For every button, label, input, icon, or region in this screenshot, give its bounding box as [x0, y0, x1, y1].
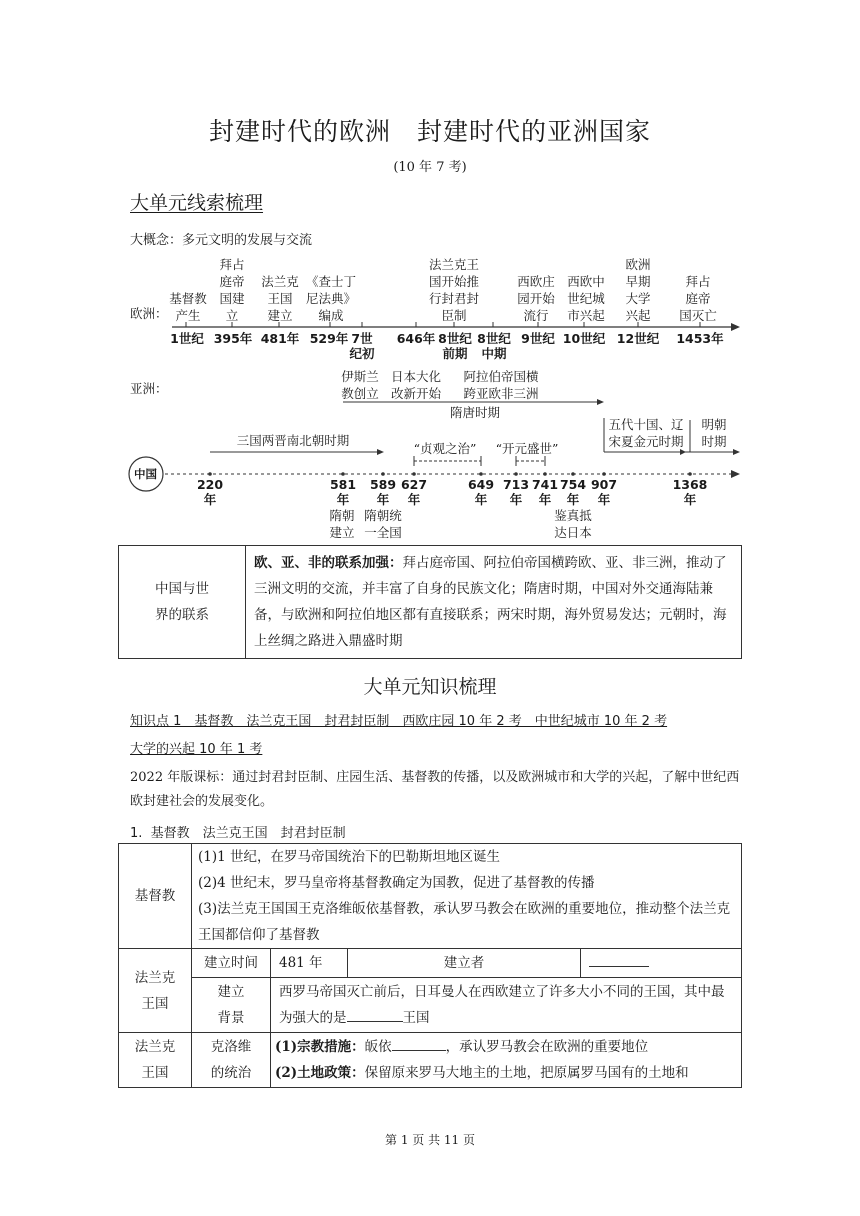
china-tick: 713 年 — [502, 477, 530, 507]
europe-tick: 1453年 — [676, 331, 724, 346]
founded-time-value: 481 年 — [271, 949, 348, 978]
sub-heading: 1. 基督教 法兰克王国 封君封臣制 — [130, 826, 346, 841]
founded-time-label: 建立时间 — [192, 949, 271, 978]
knowledge-point-heading: 知识点 1 基督教 法兰克王国 封君封臣制 西欧庄园 10 年 2 考 中世纪城市 10 年 2 考 — [130, 714, 668, 729]
europe-tick: 481年 — [260, 331, 300, 346]
frank-kingdom-label: 法兰克 王国 — [119, 949, 192, 1033]
background-text: 西罗马帝国灭亡前后，日耳曼人在西欧建立了许多大小不同的王国，其中最为强大的是 — [279, 984, 725, 1026]
curriculum-text: 通过封君封臣制、庄园生活、基督教的传播，以及欧洲城市和大学的兴起，了解中世纪西欧封建社会的发展变化。 — [130, 770, 740, 809]
europe-event: 西欧庄 园开始 流行 — [517, 274, 555, 323]
background-content — [271, 978, 742, 1033]
europe-event: 《查士丁 尼法典》 编成 — [305, 274, 356, 323]
europe-event: 拜占 庭帝 国灭亡 — [679, 274, 717, 323]
europe-event: 基督教 产生 — [169, 291, 207, 323]
asia-label: 亚洲： — [130, 381, 168, 396]
china-label: 中国 — [134, 467, 157, 481]
christianity-item: (1)1 世纪，在罗马帝国统治下的巴勒斯坦地区诞生 — [198, 849, 501, 865]
asia-event: 日本大化 改新开始 — [390, 369, 441, 401]
europe-label: 欧洲： — [130, 306, 168, 321]
clovis-content — [271, 1033, 742, 1088]
clovis-item-1-label: (1)宗教措施： — [275, 1039, 365, 1055]
china-event: 隋朝统 一全国 — [364, 508, 402, 540]
knowledge-point-heading-2: 大学的兴起 10 年 1 考 — [130, 742, 263, 757]
christianity-items — [192, 844, 742, 949]
china-tick: 907 年 — [590, 477, 618, 507]
china-tick: 1368 年 — [672, 477, 708, 507]
europe-event: 西欧中 世纪城 市兴起 — [567, 274, 605, 323]
europe-tick: 646年 — [396, 331, 436, 346]
china-period: 五代十国、辽 宋夏金元时期 — [608, 417, 684, 449]
relation-content-bold: 欧、亚、非的联系加强： — [254, 555, 403, 571]
europe-tick: 1世纪 — [170, 331, 204, 346]
europe-tick: 529年 — [309, 331, 349, 346]
clovis-item-2-label: (2)土地政策： — [275, 1065, 365, 1081]
knowledge-detail-table — [118, 843, 742, 1088]
china-tick: 649 年 — [467, 477, 495, 507]
christianity-item: (3)法兰克王国国王克洛维皈依基督教，承认罗马教会在欧洲的重要地位，推动整个法兰克王国都信仰了基督教 — [198, 901, 731, 943]
clovis-item-2 — [275, 1060, 737, 1086]
asia-event: 阿拉伯帝国横 跨亚欧非三洲 — [463, 369, 539, 401]
founder-label: 建立者 — [348, 949, 581, 978]
europe-event: 欧洲 早期 大学 兴起 — [625, 257, 651, 323]
china-period: 明朝 时期 — [701, 417, 727, 449]
asia-event: 伊斯兰 教创立 — [341, 369, 379, 401]
china-tick: 627 年 — [400, 477, 428, 507]
founder-answer[interactable] — [581, 949, 742, 978]
christianity-label: 基督教 — [119, 844, 192, 949]
christianity-item: (2)4 世纪末，罗马皇帝将基督教确定为国教，促进了基督教的传播 — [198, 875, 595, 891]
china-period: “开元盛世” — [495, 441, 559, 456]
exam-frequency: (10 年 7 考) — [393, 160, 467, 175]
europe-event: 法兰克王 国开始推 行封君封 臣制 — [428, 257, 479, 323]
section-heading-outline: 大单元线索梳理 — [130, 192, 264, 214]
europe-tick: 395年 — [213, 331, 253, 346]
clovis-item-1 — [275, 1034, 737, 1060]
clovis-item-1-text: 皈依 — [364, 1039, 392, 1055]
clovis-item-1-tail: ，承认罗马教会在欧洲的重要地位 — [445, 1039, 649, 1055]
curriculum-label: 2022 年版课标： — [130, 770, 233, 785]
europe-tick: 8世纪 前期 — [438, 331, 472, 361]
china-event: 隋朝 建立 — [329, 508, 355, 540]
china-tick: 581 年 — [329, 477, 357, 507]
china-tick: 589 年 — [369, 477, 397, 507]
big-concept: 大概念：多元文明的发展与交流 — [130, 233, 313, 248]
clovis-blank[interactable] — [392, 1036, 446, 1051]
china-tick: 754 年 — [559, 477, 587, 507]
background-blank[interactable] — [347, 1007, 403, 1022]
relation-content-text: 拜占庭帝国、阿拉伯帝国横跨欧、亚、非三洲，推动了三洲文明的交流，并丰富了自身的民族文化；隋唐时期，中国对外交通海陆兼备，与欧洲和阿拉伯地区都有直接联系；两宋时期，海外贸易发达；元朝时，海上丝绸之路进入鼎盛时期 — [254, 555, 727, 649]
china-event: 鉴真抵 达日本 — [554, 508, 592, 540]
relation-label: 中国与世 界的联系 — [119, 546, 246, 659]
europe-tick: 9世纪 — [521, 331, 555, 346]
china-period: 隋唐时期 — [449, 405, 500, 420]
china-tick: 220 年 — [196, 477, 224, 507]
background-tail: 王国 — [402, 1010, 430, 1026]
europe-tick: 7世 纪初 — [349, 331, 375, 361]
curriculum-standard — [130, 766, 742, 814]
china-period: 三国两晋南北朝时期 — [236, 433, 350, 448]
page-footer: 第 1 页 共 11 页 — [385, 1133, 475, 1147]
frank-kingdom-label-2: 法兰克 王国 — [119, 1033, 192, 1088]
europe-event: 法兰克 王国 建立 — [261, 274, 299, 323]
china-tick: 741 年 — [531, 477, 559, 507]
section-heading-knowledge: 大单元知识梳理 — [363, 676, 497, 698]
europe-tick: 12世纪 — [616, 331, 660, 346]
clovis-item-2-text: 保留原来罗马大地主的土地，把原属罗马国有的土地和 — [364, 1065, 689, 1081]
china-period: “贞观之治” — [413, 441, 477, 456]
background-label: 建立 背景 — [192, 978, 271, 1033]
europe-event: 拜占 庭帝 国建 立 — [219, 257, 245, 323]
timeline-diagram — [0, 0, 860, 545]
page-title: 封建时代的欧洲 封建时代的亚洲国家 — [208, 117, 651, 146]
europe-tick: 10世纪 — [562, 331, 606, 346]
china-world-relation-table — [118, 545, 742, 659]
clovis-label: 克洛维 的统治 — [192, 1033, 271, 1088]
relation-content — [246, 546, 742, 659]
europe-tick: 8世纪 中期 — [477, 331, 511, 361]
